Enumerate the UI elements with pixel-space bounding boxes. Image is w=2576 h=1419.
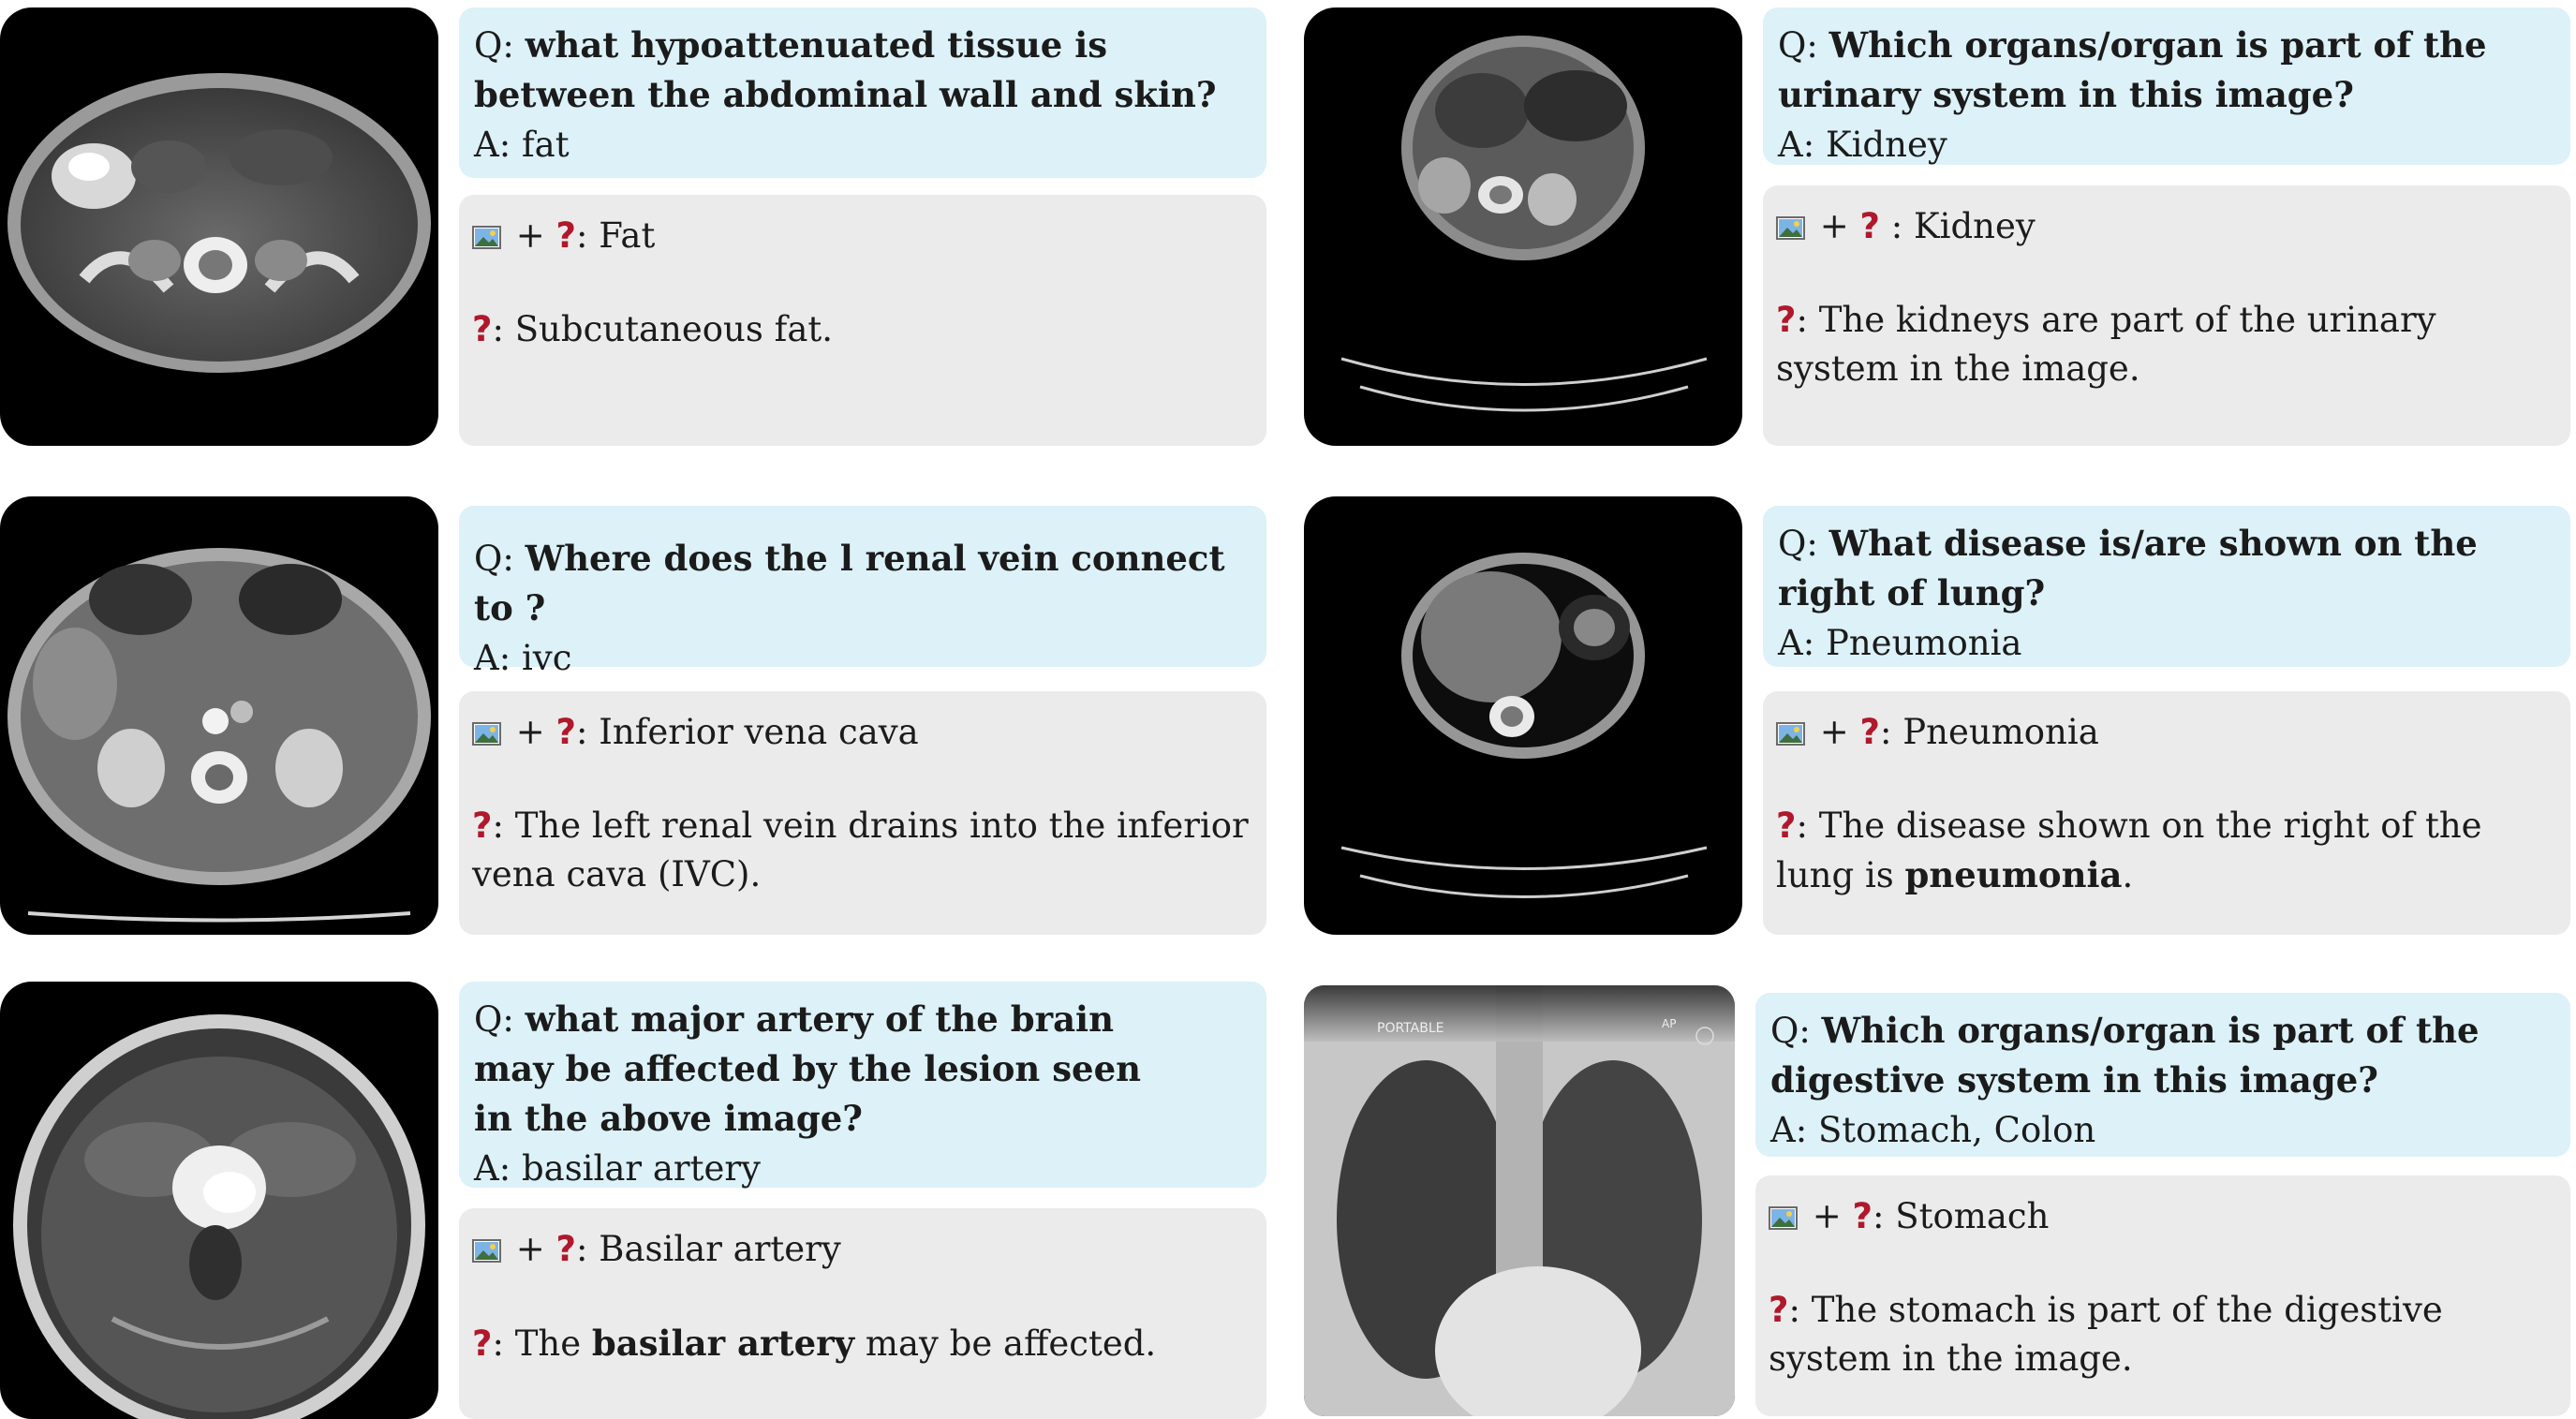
xray-label-portable: PORTABLE — [1377, 1021, 1444, 1036]
question-only-answer: ?: Subcutaneous fat. — [472, 309, 834, 349]
question-mark-icon: ? — [472, 309, 493, 349]
question-text: Q: what hypoattenuated tissue is between the abdominal wall and skin? — [474, 24, 1217, 115]
model-answers-box — [1763, 185, 2570, 446]
question-text: Q: What disease is/are shown on the right of lung? — [1778, 523, 2478, 613]
question-mark-icon: ? — [1776, 806, 1797, 846]
model-answers-box — [459, 1208, 1266, 1419]
question-box — [1763, 7, 2570, 165]
question-only-answer: ?: The disease shown on the right of the lung is pneumonia. — [1776, 806, 2482, 895]
ground-truth-answer: A: Kidney — [1778, 125, 1947, 165]
image-icon — [472, 722, 501, 746]
image-and-question-answer: + ?: Pneumonia — [1776, 708, 2557, 757]
question-mark-icon: ? — [1859, 206, 1881, 246]
ground-truth-answer: A: ivc — [474, 638, 572, 678]
image-and-question-answer: + ? : Kidney — [1776, 202, 2557, 251]
question-box — [1755, 993, 2570, 1157]
question-box — [459, 7, 1266, 178]
question-box — [459, 506, 1266, 678]
ground-truth-answer: A: Stomach, Colon — [1770, 1110, 2096, 1150]
question-only-answer: ?: The left renal vein drains into the inferior vena cava (IVC). — [472, 806, 1249, 894]
model-answers-box — [1763, 691, 2570, 935]
model-answers-box — [1755, 1175, 2570, 1416]
question-mark-icon: ? — [1776, 300, 1797, 340]
question-text: Q: what major artery of the brain may be affected by the lesion seen in the above image? — [474, 998, 1142, 1139]
scan-image-chest-xray — [1304, 985, 1735, 1416]
image-icon — [472, 226, 501, 249]
image-and-question-answer: + ?: Inferior vena cava — [472, 708, 1253, 757]
scan-image-ct-upper-abdomen — [1304, 7, 1742, 446]
image-icon — [472, 1239, 501, 1263]
question-only-answer: ?: The stomach is part of the digestive system in the image. — [1769, 1290, 2443, 1379]
question-mark-icon: ? — [1769, 1290, 1789, 1330]
question-only-answer: ?: The kidneys are part of the urinary system in the image. — [1776, 300, 2436, 389]
image-and-question-answer: + ?: Stomach — [1769, 1192, 2557, 1241]
ground-truth-answer: A: basilar artery — [474, 1148, 761, 1189]
question-text: Q: Which organs/organ is part of the urinary system in this image? — [1778, 24, 2487, 115]
question-text: Q: Where does the l renal vein connect to ? — [474, 538, 1225, 628]
image-icon — [1776, 216, 1805, 240]
question-only-answer: ?: The basilar artery may be affected. — [472, 1323, 1157, 1364]
question-mark-icon: ? — [555, 1229, 577, 1269]
model-answers-box — [459, 195, 1266, 446]
question-mark-icon: ? — [472, 806, 493, 846]
ground-truth-answer: A: fat — [474, 125, 570, 165]
image-icon — [1776, 722, 1805, 746]
ground-truth-answer: A: Pneumonia — [1778, 623, 2022, 663]
xray-label-ap: AP — [1662, 1017, 1677, 1030]
model-answers-box — [459, 691, 1266, 935]
image-and-question-answer: + ?: Basilar artery — [472, 1225, 1253, 1274]
question-mark-icon: ? — [472, 1323, 493, 1364]
image-icon — [1769, 1206, 1798, 1230]
image-and-question-answer: + ?: Fat — [472, 212, 1253, 260]
question-mark-icon: ? — [555, 215, 577, 256]
scan-image-ct-lower-chest — [1304, 496, 1742, 935]
question-mark-icon: ? — [555, 712, 577, 752]
scan-image-mri-brain — [0, 982, 438, 1419]
scan-image-ct-abdomen-contrast — [0, 496, 438, 935]
question-mark-icon: ? — [1859, 712, 1881, 752]
question-box — [1763, 506, 2570, 667]
question-box — [459, 982, 1266, 1188]
question-mark-icon: ? — [1852, 1196, 1873, 1236]
scan-image-ct-pelvis — [0, 7, 438, 446]
question-text: Q: Which organs/organ is part of the digestive system in this image? — [1770, 1010, 2480, 1101]
